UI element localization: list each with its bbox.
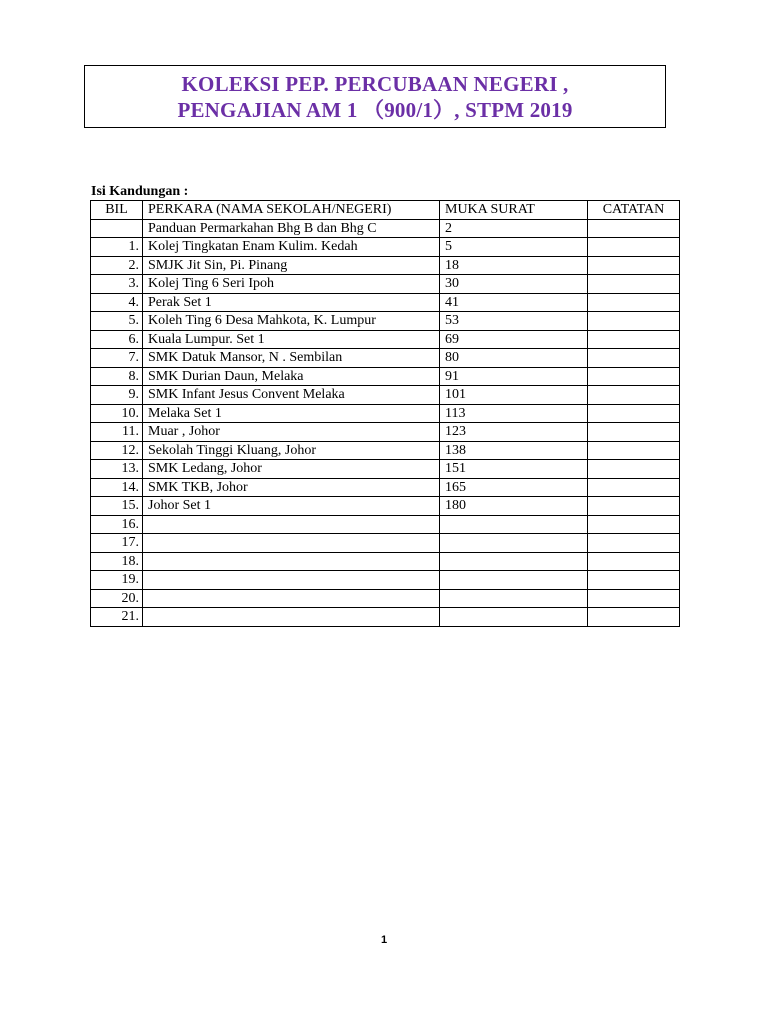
cell-perkara: Melaka Set 1 (143, 404, 440, 423)
cell-muka-surat: 80 (440, 349, 588, 368)
table-row (91, 423, 680, 442)
header-bil: BIL (91, 201, 143, 220)
cell-bil: 9. (91, 386, 143, 405)
cell-bil: 4. (91, 293, 143, 312)
cell-catatan (588, 219, 680, 238)
cell-muka-surat (440, 608, 588, 627)
cell-muka-surat: 30 (440, 275, 588, 294)
cell-catatan (588, 238, 680, 257)
cell-perkara: SMK Datuk Mansor, N . Sembilan (143, 349, 440, 368)
cell-perkara: SMK Infant Jesus Convent Melaka (143, 386, 440, 405)
cell-catatan (588, 423, 680, 442)
cell-perkara (143, 571, 440, 590)
table-row (91, 219, 680, 238)
table-row (91, 515, 680, 534)
cell-muka-surat: 41 (440, 293, 588, 312)
cell-perkara: Kolej Tingkatan Enam Kulim. Kedah (143, 238, 440, 257)
table-row (91, 293, 680, 312)
cell-muka-surat: 165 (440, 478, 588, 497)
cell-bil: 5. (91, 312, 143, 331)
table-row (91, 312, 680, 331)
cell-perkara: Panduan Permarkahan Bhg B dan Bhg C (143, 219, 440, 238)
cell-perkara (143, 534, 440, 553)
cell-bil: 17. (91, 534, 143, 553)
cell-bil: 18. (91, 552, 143, 571)
cell-perkara (143, 589, 440, 608)
cell-catatan (588, 534, 680, 553)
header-perkara: PERKARA (NAMA SEKOLAH/NEGERI) (143, 201, 440, 220)
cell-catatan (588, 571, 680, 590)
table-row (91, 404, 680, 423)
table-row (91, 460, 680, 479)
cell-muka-surat: 53 (440, 312, 588, 331)
page-number: 1 (380, 934, 388, 946)
cell-perkara: SMK Durian Daun, Melaka (143, 367, 440, 386)
cell-bil: 8. (91, 367, 143, 386)
cell-catatan (588, 515, 680, 534)
cell-catatan (588, 349, 680, 368)
cell-perkara: SMJK Jit Sin, Pi. Pinang (143, 256, 440, 275)
cell-perkara: Sekolah Tinggi Kluang, Johor (143, 441, 440, 460)
cell-perkara (143, 515, 440, 534)
cell-muka-surat: 18 (440, 256, 588, 275)
table-header-row (91, 201, 680, 220)
table-row (91, 441, 680, 460)
document-title-box (84, 65, 666, 128)
cell-muka-surat: 91 (440, 367, 588, 386)
cell-perkara: SMK Ledang, Johor (143, 460, 440, 479)
cell-muka-surat: 151 (440, 460, 588, 479)
cell-muka-surat (440, 515, 588, 534)
cell-bil (91, 219, 143, 238)
cell-bil: 16. (91, 515, 143, 534)
cell-bil: 13. (91, 460, 143, 479)
cell-muka-surat: 101 (440, 386, 588, 405)
cell-bil: 11. (91, 423, 143, 442)
cell-muka-surat: 69 (440, 330, 588, 349)
cell-bil: 20. (91, 589, 143, 608)
cell-bil: 15. (91, 497, 143, 516)
cell-catatan (588, 589, 680, 608)
cell-catatan (588, 367, 680, 386)
cell-muka-surat: 138 (440, 441, 588, 460)
cell-bil: 7. (91, 349, 143, 368)
table-row (91, 552, 680, 571)
cell-catatan (588, 330, 680, 349)
cell-perkara: Kolej Ting 6 Seri Ipoh (143, 275, 440, 294)
cell-bil: 21. (91, 608, 143, 627)
cell-catatan (588, 497, 680, 516)
document-title-line-2: PENGAJIAN AM 1 （900/1）, STPM 2019 (177, 98, 573, 122)
cell-perkara: Johor Set 1 (143, 497, 440, 516)
toc-heading: Isi Kandungan : (91, 184, 189, 199)
table-row (91, 256, 680, 275)
table-row (91, 238, 680, 257)
cell-bil: 3. (91, 275, 143, 294)
table-row (91, 571, 680, 590)
table-row (91, 589, 680, 608)
table-row (91, 534, 680, 553)
cell-muka-surat (440, 589, 588, 608)
table-row (91, 330, 680, 349)
cell-perkara (143, 552, 440, 571)
cell-catatan (588, 608, 680, 627)
table-row (91, 608, 680, 627)
cell-muka-surat (440, 552, 588, 571)
cell-perkara: Muar , Johor (143, 423, 440, 442)
cell-catatan (588, 256, 680, 275)
table-row (91, 349, 680, 368)
header-muka-surat: MUKA SURAT (440, 201, 588, 220)
contents-table (90, 200, 680, 627)
table-row (91, 386, 680, 405)
cell-bil: 1. (91, 238, 143, 257)
cell-perkara: Kuala Lumpur. Set 1 (143, 330, 440, 349)
cell-catatan (588, 293, 680, 312)
document-title-line-1: KOLEKSI PEP. PERCUBAAN NEGERI , (181, 72, 569, 96)
cell-catatan (588, 312, 680, 331)
cell-perkara (143, 608, 440, 627)
cell-perkara: Koleh Ting 6 Desa Mahkota, K. Lumpur (143, 312, 440, 331)
cell-perkara: Perak Set 1 (143, 293, 440, 312)
cell-muka-surat (440, 571, 588, 590)
table-row (91, 478, 680, 497)
cell-catatan (588, 404, 680, 423)
cell-muka-surat: 123 (440, 423, 588, 442)
cell-bil: 12. (91, 441, 143, 460)
cell-catatan (588, 441, 680, 460)
header-catatan: CATATAN (588, 201, 680, 220)
cell-catatan (588, 275, 680, 294)
cell-catatan (588, 386, 680, 405)
cell-catatan (588, 478, 680, 497)
cell-bil: 19. (91, 571, 143, 590)
cell-bil: 14. (91, 478, 143, 497)
table-body (91, 219, 680, 626)
cell-bil: 10. (91, 404, 143, 423)
cell-muka-surat: 113 (440, 404, 588, 423)
cell-muka-surat: 180 (440, 497, 588, 516)
cell-bil: 2. (91, 256, 143, 275)
table-row (91, 275, 680, 294)
cell-catatan (588, 460, 680, 479)
cell-muka-surat: 2 (440, 219, 588, 238)
cell-catatan (588, 552, 680, 571)
cell-muka-surat: 5 (440, 238, 588, 257)
cell-bil: 6. (91, 330, 143, 349)
cell-muka-surat (440, 534, 588, 553)
cell-perkara: SMK TKB, Johor (143, 478, 440, 497)
table-row (91, 497, 680, 516)
table-row (91, 367, 680, 386)
